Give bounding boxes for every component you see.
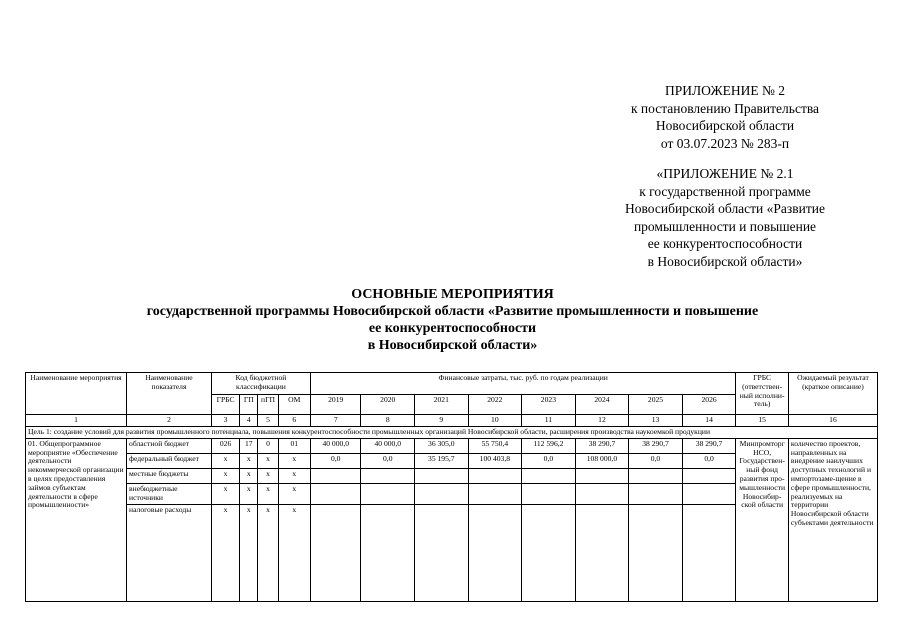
header-grbs: ГРБС (ответствен-ный исполни-тель)	[736, 373, 789, 415]
code-cell: х	[258, 483, 278, 504]
event-name: 01. Общепрограммное мероприятие «Обеспечение деятельности некоммерческой организации в целях предоставления займов субъектам деятельности в сфере промышленности»	[26, 438, 127, 602]
value-cell	[575, 483, 629, 504]
value-cell	[682, 483, 736, 504]
code-cell: х	[278, 483, 310, 504]
value-cell	[361, 468, 415, 483]
value-cell: 108 000,0	[575, 453, 629, 468]
value-cell: 0,0	[522, 453, 576, 468]
value-cell: 0,0	[361, 453, 415, 468]
column-number: 5	[258, 415, 278, 427]
column-number: 16	[788, 415, 877, 427]
code-cell: х	[211, 453, 239, 468]
code-cell: х	[240, 504, 258, 601]
appendix-line: к государственной программе	[639, 183, 811, 199]
value-cell	[415, 483, 469, 504]
header-expected-result: Ожидаемый результат (краткое описание)	[788, 373, 877, 415]
column-number: 14	[682, 415, 736, 427]
value-cell: 40 000,0	[310, 438, 361, 453]
value-cell	[575, 504, 629, 601]
title-line: ее конкурентоспособности	[368, 321, 537, 336]
header-code: пГП	[258, 395, 278, 415]
column-number: 2	[127, 415, 212, 427]
value-cell: 0,0	[310, 453, 361, 468]
title-line: ОСНОВНЫЕ МЕРОПРИЯТИЯ	[351, 287, 554, 302]
value-cell	[522, 483, 576, 504]
value-cell	[468, 468, 522, 483]
header-year: 2021	[415, 395, 469, 415]
value-cell	[415, 504, 469, 601]
column-number-row	[26, 415, 878, 427]
header-code: ГП	[240, 395, 258, 415]
indicator-cell: областной бюджет	[127, 438, 212, 453]
code-cell: х	[258, 468, 278, 483]
code-cell: 17	[240, 438, 258, 453]
value-cell: 112 596,2	[522, 438, 576, 453]
code-cell: 026	[211, 438, 239, 453]
table-row	[26, 438, 878, 453]
header-year: 2019	[310, 395, 361, 415]
expected-result-cell: количество проектов, направленных на внедрение наилучших доступных технологий и импортозаме-щение в сфере промышленности, реализуемых на территории Новосибирской области субъектами деятельности	[788, 438, 877, 602]
code-cell: 01	[278, 438, 310, 453]
code-cell: х	[211, 468, 239, 483]
value-cell	[310, 483, 361, 504]
column-number: 15	[736, 415, 789, 427]
value-cell	[361, 483, 415, 504]
value-cell	[468, 504, 522, 601]
column-number: 6	[278, 415, 310, 427]
value-cell: 40 000,0	[361, 438, 415, 453]
code-cell: х	[278, 504, 310, 601]
value-cell: 38 290,7	[575, 438, 629, 453]
value-cell	[629, 468, 683, 483]
header-year: 2026	[682, 395, 736, 415]
goal-row	[26, 427, 878, 439]
value-cell	[415, 468, 469, 483]
header-year: 2024	[575, 395, 629, 415]
value-cell	[361, 504, 415, 601]
column-number: 10	[468, 415, 522, 427]
header-code: ГРБС	[211, 395, 239, 415]
grbs-cell: Минпромторг НСО, Государствен-ный фонд развития про-мышленности Новосибир-ской области	[736, 438, 789, 602]
value-cell: 0,0	[682, 453, 736, 468]
column-number: 12	[575, 415, 629, 427]
value-cell	[468, 483, 522, 504]
value-cell	[629, 504, 683, 601]
appendix-block-program	[605, 165, 845, 270]
appendix-line: промышленности и повышение	[633, 218, 817, 234]
value-cell: 55 750,4	[468, 438, 522, 453]
header-budget-code: Код бюджетной классификации	[211, 373, 310, 395]
code-cell: 0	[258, 438, 278, 453]
header-code: ОМ	[278, 395, 310, 415]
value-cell	[575, 468, 629, 483]
code-cell: х	[258, 504, 278, 601]
value-cell	[629, 483, 683, 504]
value-cell: 0,0	[629, 453, 683, 468]
column-number: 11	[522, 415, 576, 427]
value-cell	[682, 468, 736, 483]
value-cell	[682, 504, 736, 601]
header-year: 2023	[522, 395, 576, 415]
column-number: 13	[629, 415, 683, 427]
indicator-cell: внебюджетные источники	[127, 483, 212, 504]
code-cell: х	[278, 468, 310, 483]
value-cell: 38 290,7	[629, 438, 683, 453]
code-cell: х	[278, 453, 310, 468]
appendix-line: «ПРИЛОЖЕНИЕ № 2.1	[656, 166, 794, 181]
header-year: 2022	[468, 395, 522, 415]
goal-text: Цель 1: создание условий для развития промышленного потенциала, повышения конкурентоспособности промышленных организаций Новосибирской области, расширения производства наукоемкой продукции	[26, 427, 878, 439]
document-title	[110, 286, 795, 354]
header-year: 2020	[361, 395, 415, 415]
value-cell: 36 305,0	[415, 438, 469, 453]
header-event-name: Наименование мероприятия	[26, 373, 127, 415]
appendix-line: от 03.07.2023 № 283-п	[660, 135, 790, 151]
indicator-cell: федеральный бюджет	[127, 453, 212, 468]
appendix-block-decree	[615, 82, 835, 152]
value-cell	[310, 504, 361, 601]
appendix-line: ПРИЛОЖЕНИЕ № 2	[664, 83, 786, 98]
value-cell	[310, 468, 361, 483]
indicator-cell: налоговые расходы	[127, 504, 212, 601]
value-cell: 38 290,7	[682, 438, 736, 453]
appendix-line: к постановлению Правительства	[630, 100, 820, 116]
header-financing: Финансовые затраты, тыс. руб. по годам реализации	[310, 373, 735, 395]
column-number: 3	[211, 415, 239, 427]
column-number: 7	[310, 415, 361, 427]
column-number: 1	[26, 415, 127, 427]
header-year: 2025	[629, 395, 683, 415]
code-cell: х	[240, 483, 258, 504]
appendix-line: Новосибирской области	[655, 118, 795, 133]
column-number: 4	[240, 415, 258, 427]
title-line: государственной программы Новосибирской области «Развитие промышленности и повышение	[146, 304, 759, 319]
spacer-cell	[127, 601, 736, 602]
code-cell: х	[258, 453, 278, 468]
column-number: 9	[415, 415, 469, 427]
code-cell: х	[211, 483, 239, 504]
appendix-line: в Новосибирской области»	[647, 253, 803, 269]
value-cell: 100 403,8	[468, 453, 522, 468]
appendix-line: Новосибирской области «Развитие	[625, 201, 825, 216]
code-cell: х	[240, 468, 258, 483]
code-cell: х	[211, 504, 239, 601]
indicator-cell: местные бюджеты	[127, 468, 212, 483]
title-line: в Новосибирской области»	[367, 338, 538, 353]
measures-table	[25, 372, 878, 602]
column-number: 8	[361, 415, 415, 427]
value-cell: 35 195,7	[415, 453, 469, 468]
appendix-line: ее конкурентоспособности	[647, 236, 803, 251]
code-cell: х	[240, 453, 258, 468]
value-cell	[522, 468, 576, 483]
header-indicator-name: Наименование показателя	[127, 373, 212, 415]
value-cell	[522, 504, 576, 601]
